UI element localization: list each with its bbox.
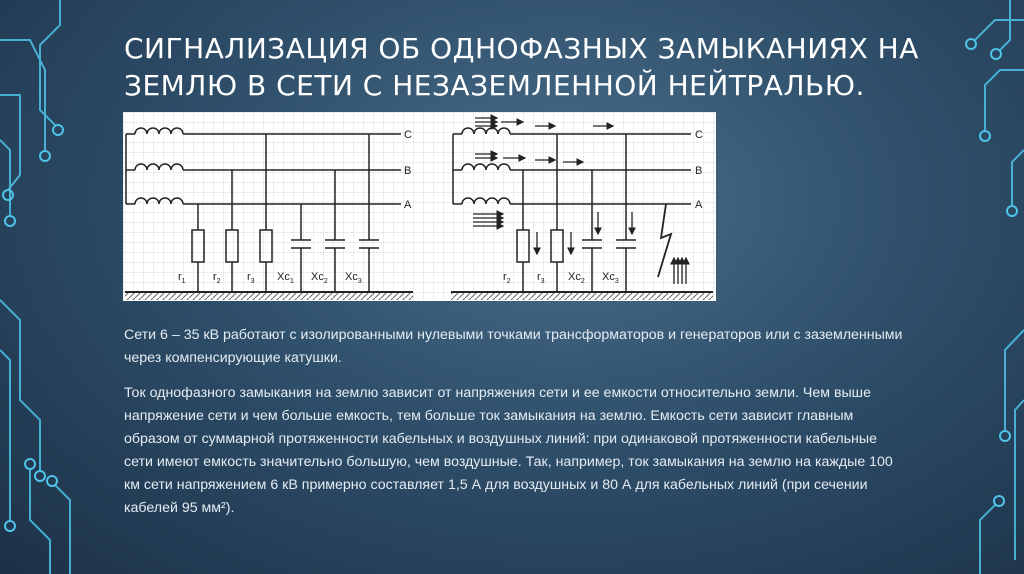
resistor-label: $r_3$ <box>247 271 255 285</box>
title-line-1: СИГНАЛИЗАЦИЯ ОБ ОДНОФАЗНЫХ ЗАМЫКАНИЯХ НА <box>124 32 919 65</box>
circuit-diagram-svg <box>123 112 716 301</box>
paragraph-networks: Сети 6 – 35 кВ работают с изолированными нулевыми точками трансформаторов и генераторов или с заземленными через компенсирующие катушки. <box>124 327 903 366</box>
title-line-2: ЗЕМЛЮ В СЕТИ С НЕЗАЗЕМЛЕННОЙ НЕЙТРАЛЬЮ. <box>124 69 865 102</box>
resistor-label: $r_3$ <box>537 271 545 285</box>
capacitor-label: $Xc_2$ <box>311 271 328 285</box>
phase-label-a-right: A <box>695 199 703 211</box>
phase-label-c-right: C <box>695 129 703 141</box>
phase-label-b-left: B <box>404 165 412 177</box>
capacitor-label: $Xc_1$ <box>277 271 294 285</box>
paragraph-fault-current: Ток однофазного замыкания на землю зависит от напряжения сети и ее емкости относительно земли. Чем выше напряжение сети и чем больше емкость, тем больше ток замыкания на землю. Емкость сети зависит главным образом от суммарной протяженности кабельных и воздушных линий: при одинаковой протяженности кабельные сети имеют емкость значительно большую, чем воздушные. Так, например, ток замыкания на землю на каждые 100 км сети напряжением 6 кВ примерно составляет 1,5 А для воздушных и 80 А для кабельных линий (при сечении кабелей 95 мм²). <box>124 385 893 516</box>
resistor-label: $r_2$ <box>213 271 221 285</box>
resistor-label: $r_2$ <box>503 271 511 285</box>
body-text <box>124 324 904 532</box>
phase-label-b-right: B <box>695 165 703 177</box>
resistor-label: $r_1$ <box>178 271 186 285</box>
capacitor-label: $Xc_3$ <box>602 271 619 285</box>
capacitor-label: $Xc_2$ <box>568 271 585 285</box>
circuit-diagram <box>123 112 716 301</box>
slide-title <box>124 30 924 104</box>
capacitor-label: $Xc_3$ <box>345 271 362 285</box>
phase-label-a-left: A <box>404 199 412 211</box>
phase-label-c-left: C <box>404 129 412 141</box>
